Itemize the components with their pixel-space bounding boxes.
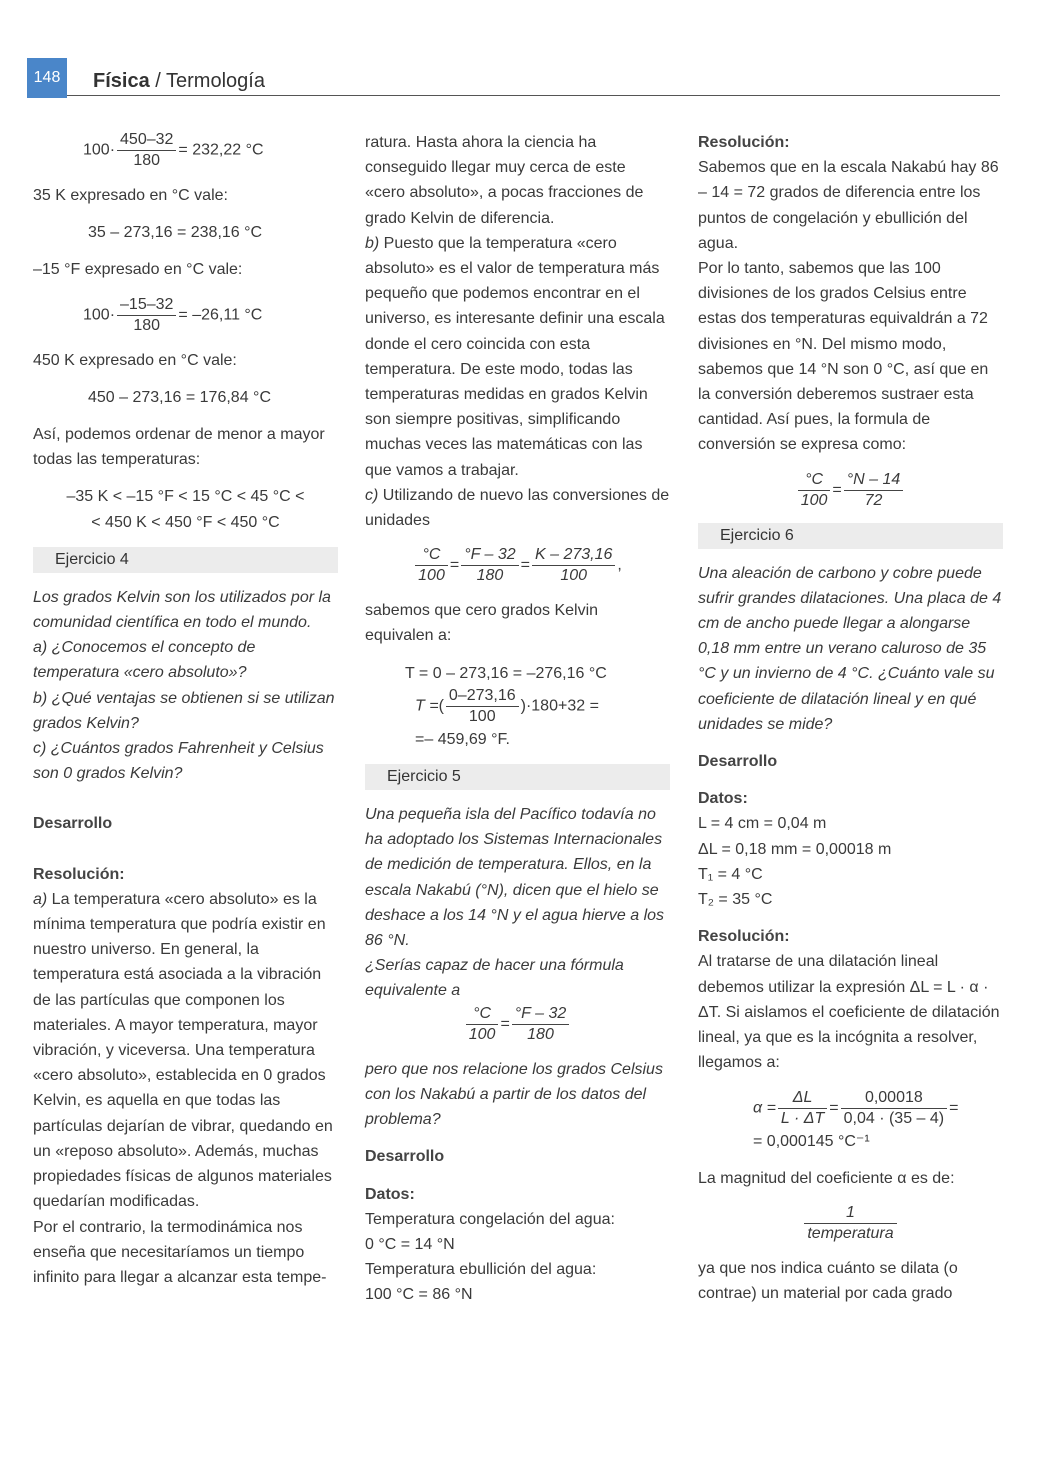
resolution-b: b) Puesto que la temperatura «cero absoluto» es el valor de temperatura más pequeño que podemos encontrar en el universo, es interesante definir una escala donde el cero coincida con esta temperatura. De este modo, todas las temperaturas medidas en grados Kelvin son siempre positivas, simplificando muchas veces las matemáticas con las que vamos a trabajar. [365, 234, 665, 479]
order-line-1: –35 K < –15 °F < 15 °C < 45 °C < [66, 488, 305, 506]
page-number: 148 [27, 58, 67, 98]
resolution-text: ya que nos indica cuánto se dilata (o contrae) un material por cada grado [698, 1259, 958, 1303]
data-line: Temperatura congelación del agua: [365, 1210, 615, 1228]
column-2 [365, 130, 670, 1308]
data-line: L = 4 cm = 0,04 m [698, 815, 827, 833]
text-paragraph: Así, podemos ordenar de menor a mayor todas las temperaturas: [33, 426, 325, 469]
equation-T3: =– 459,69 °F. [415, 730, 510, 748]
equation-T2: T =( $\frac{0-273,16}{100}$ )·180+32 = [415, 686, 599, 725]
resolution-text: Sabemos que en la escala Nakabú hay 86 – 14 = 72 grados de diferencia entre los puntos de congelación y ebullición del agua. [698, 159, 999, 252]
resolucion-heading: Resolución: [698, 134, 790, 151]
desarrollo-heading: Desarrollo [365, 1148, 445, 1166]
topic-label: Termología [166, 70, 265, 92]
exercise-4-question-c: c) ¿Cuántos grados Fahrenheit y Celsius son 0 grados Kelvin? [33, 740, 324, 783]
alpha-equation: α = $\frac{\Delta L}{L \cdot \Delta T}$ = $\frac{0,00018}{0,04 \cdot (35 - 4)}$ = [753, 1088, 959, 1127]
datos-heading: Datos: [698, 790, 748, 808]
data-line: Temperatura ebullición del agua: [365, 1261, 597, 1279]
alpha-result: = 0,000145 °C⁻¹ [753, 1132, 870, 1150]
fraction: $\frac{450-32}{180}$ [117, 130, 176, 171]
datos-heading: Datos: [365, 1185, 415, 1203]
separator: / [149, 70, 167, 92]
resolution-a-end: ratura. Hasta ahora la ciencia ha conseguido llegar muy cerca de este «cero absoluto», a pocas fracciones de grado Kelvin de diferencia. [365, 134, 644, 227]
column-3 [698, 130, 1003, 1306]
exercise-4-heading: Ejercicio 4 [33, 547, 338, 573]
data-line: T₂ = 35 °C [698, 891, 773, 909]
data-line: T₁ = 4 °C [698, 865, 763, 883]
equation-2: 35 – 273,16 = 238,16 °C [88, 224, 263, 242]
exercise-6-heading: Ejercicio 6 [698, 523, 1003, 549]
equation-T: T = 0 – 273,16 = –276,16 °C [405, 664, 607, 682]
resolucion-heading: Resolución: [33, 865, 125, 883]
text-line: 35 K expresado en °C vale: [33, 187, 228, 204]
exercise-5-question: ¿Serías capaz de hacer una fórmula equivalente a [365, 957, 624, 1000]
fraction: $\frac{-15-32}{180}$ [117, 295, 176, 336]
equation-1: 100· $\frac{450-32}{180}$ = 232,22 °C [83, 131, 264, 169]
column-1 [33, 130, 338, 1290]
resolution-c: c) Utilizando de nuevo las conversiones de unidades [365, 486, 670, 530]
desarrollo-heading: Desarrollo [33, 815, 113, 833]
exercise-4-text: Los grados Kelvin son los utilizados por la comunidad científica en todo el mundo. [33, 588, 331, 632]
exercise-5-equation: $\frac{^\circ C}{100}$ = $\frac{^\circ F - 32}{180}$ [365, 1004, 670, 1045]
running-head [93, 70, 265, 93]
exercise-5-heading: Ejercicio 5 [365, 764, 670, 790]
resolution-a: a) La temperatura «cero absoluto» es la mínima temperatura que podría existir en nuestro universo. En general, la temperatura está asociada a la vibración de las partículas que componen los materiales. A mayor temperatura, mayor vibración, y viceversa. Una temperatura «cero absoluto», establecida en 0 grados Kelvin, es aquella en que todas las partículas dejarían de vibrar, quedando en un «reposo absoluto». Además, muchas propiedades físicas de algunos materiales quedarían modificadas. [33, 890, 333, 1211]
text-paragraph: sabemos que cero grados Kelvin equivalen a: [365, 602, 599, 645]
order-line-2: < 450 K < 450 °F < 450 °C [91, 513, 280, 531]
nakabu-equation: $\frac{^\circ C}{100}$ = $\frac{^\circ N - 14}{72}$ [698, 470, 1003, 511]
subject-label: Física [93, 70, 150, 92]
header-rule [67, 95, 1000, 96]
equation-4: 450 – 273,16 = 176,84 °C [88, 388, 271, 406]
desarrollo-heading: Desarrollo [698, 753, 778, 771]
equation-3: 100· $\frac{-15-32}{180}$ = –26,11 °C [83, 295, 263, 334]
exercise-4-question-b: b) ¿Qué ventajas se obtienen si se utilizan grados Kelvin? [33, 689, 335, 732]
resolucion-heading: Resolución: [698, 928, 790, 946]
data-line: 100 °C = 86 °N [365, 1286, 473, 1304]
exercise-4-question-a: a) ¿Conocemos el concepto de temperatura «cero absoluto»? [33, 639, 256, 682]
resolution-a-continued: Por el contrario, la termodinámica nos enseña que necesitaríamos un tiempo infinito para llegar a alcanzar esta tempe- [33, 1218, 327, 1286]
text-line: –15 °F expresado en °C vale: [33, 261, 243, 279]
text-line: 450 K expresado en °C vale: [33, 351, 237, 369]
unit-fraction: $\frac{1}{\text{temperatura}}$ [698, 1203, 1003, 1244]
data-line: ΔL = 0,18 mm = 0,00018 m [698, 840, 892, 858]
data-line: 0 °C = 14 °N [365, 1235, 455, 1253]
resolution-text: Al tratarse de una dilatación lineal debemos utilizar la expresión ΔL = L · α · ΔT. Si aislamos el coeficiente de dilatación lineal, ya que es la incógnita a resolver, llegamos a: [698, 953, 1000, 1072]
exercise-5-question-2: pero que nos relacione los grados Celsius con los Nakabú a partir de los datos del problema? [365, 1060, 663, 1129]
conversion-equation: $\frac{^\circ C}{100}$ = $\frac{^\circ F - 32}{180}$ = $\frac{K - 273,16}{100}$ , [365, 545, 670, 586]
exercise-6-text: Una aleación de carbono y cobre puede sufrir grandes dilataciones. Una placa de 4 cm de ancho puede llegar a alongarse 0,18 mm entre un verano caluroso de 35 °C y un invierno de 4 °C. ¿Cuánto vale su coeficiente de dilatación lineal y en qué unidades se mide? [698, 564, 1002, 733]
resolution-text: La magnitud del coeficiente α es de: [698, 1169, 955, 1187]
exercise-5-text: Una pequeña isla del Pacífico todavía no ha adoptado los Sistemas Internacionales de medición de temperatura. Ellos, en la escala Nakabú (°N), dicen que el hielo se deshace a los 14 °N y el agua hierve a los 86 °N. [365, 806, 665, 950]
resolution-text: Por lo tanto, sabemos que las 100 divisiones de los grados Celsius entre estas dos temperaturas equivaldrán a 72 divisiones en °N. Del mismo modo, sabemos que 14 °N son 0 °C, así que en la conversión deberemos sustraer esta cantidad. Así pues, la formula de conversión se expresa como: [698, 260, 989, 454]
